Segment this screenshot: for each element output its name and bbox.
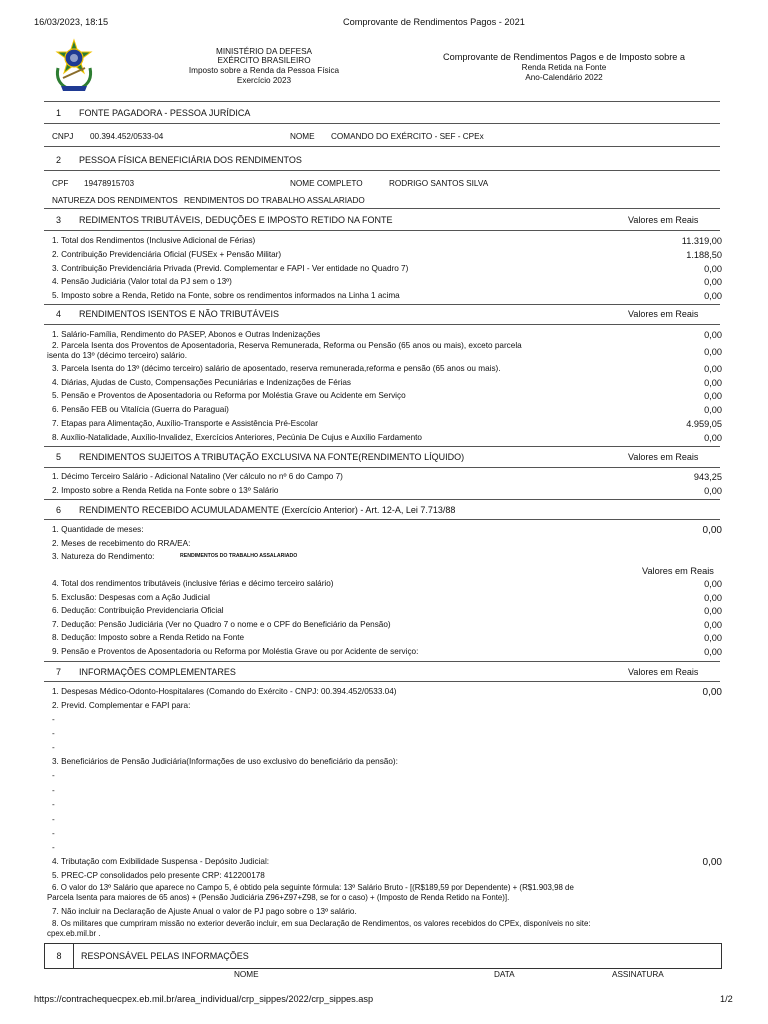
values-in-reais-label: Valores em Reais [628,452,699,462]
section-title: RENDIMENTOS ISENTOS E NÃO TRIBUTÁVEIS [79,309,280,319]
cpf-value: 19478915703 [84,179,135,188]
header-title-line3: Ano-Calendário 2022 [525,73,603,82]
header-year: Exercício 2023 [236,76,292,85]
header-title-line1: Comprovante de Rendimentos Pagos e de Imposto sobre a [442,52,686,62]
divider [44,208,720,209]
print-page-number: 1/2 [720,994,733,1004]
list-item-continuation: Parcela Isenta para maiores de 65 anos) + (Pensão Judiciária Z96+Z97+Z98, se for o caso) + (Imposto de Renda Retido na Fonte)]. [47,893,510,902]
header-army: EXÉRCITO BRASILEIRO [217,56,311,65]
section-6-header [34,502,720,518]
section-number: 5 [56,452,62,462]
section-number: 8 [45,944,74,968]
section-1-header [34,105,720,121]
divider [44,446,720,447]
income-nature-small-value: RENDIMENTOS DO TRABALHO ASSALARIADO [180,553,298,559]
divider [44,304,720,305]
list-dash: - [52,815,55,824]
section-8-header [44,943,722,969]
list-dash: - [52,743,55,752]
section-title: INFORMAÇÕES COMPLEMENTARES [79,667,236,677]
list-dash: - [52,715,55,724]
list-dash: - [52,729,55,738]
section-4-header [34,306,720,322]
list-dash: - [52,843,55,852]
divider [44,519,720,520]
header-tax: Imposto sobre a Renda da Pessoa Física [188,66,340,75]
divider [44,499,720,500]
section-number: 7 [56,667,62,677]
cnpj-value: 00.394.452/0533-04 [90,132,164,141]
header-ministry: MINISTÉRIO DA DEFESA [216,47,312,56]
column-header-signature: ASSINATURA [612,970,664,979]
column-header-name: NOME [234,970,259,979]
cpf-label: CPF [52,179,69,188]
income-nature-value: RENDIMENTOS DO TRABALHO ASSALARIADO [184,196,365,205]
section-5-header [34,449,720,465]
divider [44,146,720,147]
divider [44,681,720,682]
section-3-header [34,212,720,228]
column-header-date: DATA [494,970,515,979]
divider [44,661,720,662]
list-dash: - [52,800,55,809]
section-title: PESSOA FÍSICA BENEFICIÁRIA DOS RENDIMENTOS [79,155,302,165]
beneficiary-name-label: NOME COMPLETO [290,179,363,188]
print-datetime: 16/03/2023, 18:15 [34,17,109,27]
cnpj-label: CNPJ [52,132,74,141]
divider [44,170,720,171]
section-number: 6 [56,505,62,515]
section-title: RESPONSÁVEL PELAS INFORMAÇÕES [81,951,249,961]
divider [44,324,720,325]
section-title: REDIMENTOS TRIBUTÁVEIS, DEDUÇÕES E IMPOSTO RETIDO NA FONTE [79,215,393,225]
section-number: 4 [56,309,62,319]
section-number: 2 [56,155,62,165]
values-in-reais-label: Valores em Reais [628,667,699,677]
section-2-header [34,152,720,168]
list-dash: - [52,786,55,795]
section-number: 1 [56,108,62,118]
income-nature-label: NATUREZA DOS RENDIMENTOS [52,196,178,205]
header-title-line2: Renda Retida na Fonte [521,63,607,72]
section-title: RENDIMENTO RECEBIDO ACUMULADAMENTE (Exercício Anterior) - Art. 12-A, Lei 7.713/88 [79,505,456,515]
payer-name-label: NOME [290,132,315,141]
print-page-title: Comprovante de Rendimentos Pagos - 2021 [343,17,525,27]
list-dash: - [52,829,55,838]
values-in-reais-label: Valores em Reais [628,309,699,319]
section-title: FONTE PAGADORA - PESSOA JURÍDICA [79,108,251,118]
divider [44,467,720,468]
coat-of-arms-icon [53,38,95,96]
beneficiary-name-value: RODRIGO SANTOS SILVA [389,179,489,188]
payer-name-value: COMANDO DO EXÉRCITO - SEF - CPEx [331,132,484,141]
list-dash: - [52,771,55,780]
divider [44,101,720,102]
section-number: 3 [56,215,62,225]
section-title: RENDIMENTOS SUJEITOS A TRIBUTAÇÃO EXCLUSIVA NA FONTE(RENDIMENTO LÍQUIDO) [79,452,465,462]
values-in-reais-label: Valores em Reais [628,215,699,225]
section-7-header [34,664,720,680]
divider [44,230,720,231]
values-in-reais-label: Valores em Reais [642,566,714,576]
divider [44,123,720,124]
list-item-continuation: isenta do 13º (décimo terceiro) salário. [47,351,187,360]
list-item-continuation: cpex.eb.mil.br . [47,929,101,938]
print-url: https://contrachequecpex.eb.mil.br/area_individual/crp_sippes/2022/crp_sippes.asp [34,994,374,1004]
